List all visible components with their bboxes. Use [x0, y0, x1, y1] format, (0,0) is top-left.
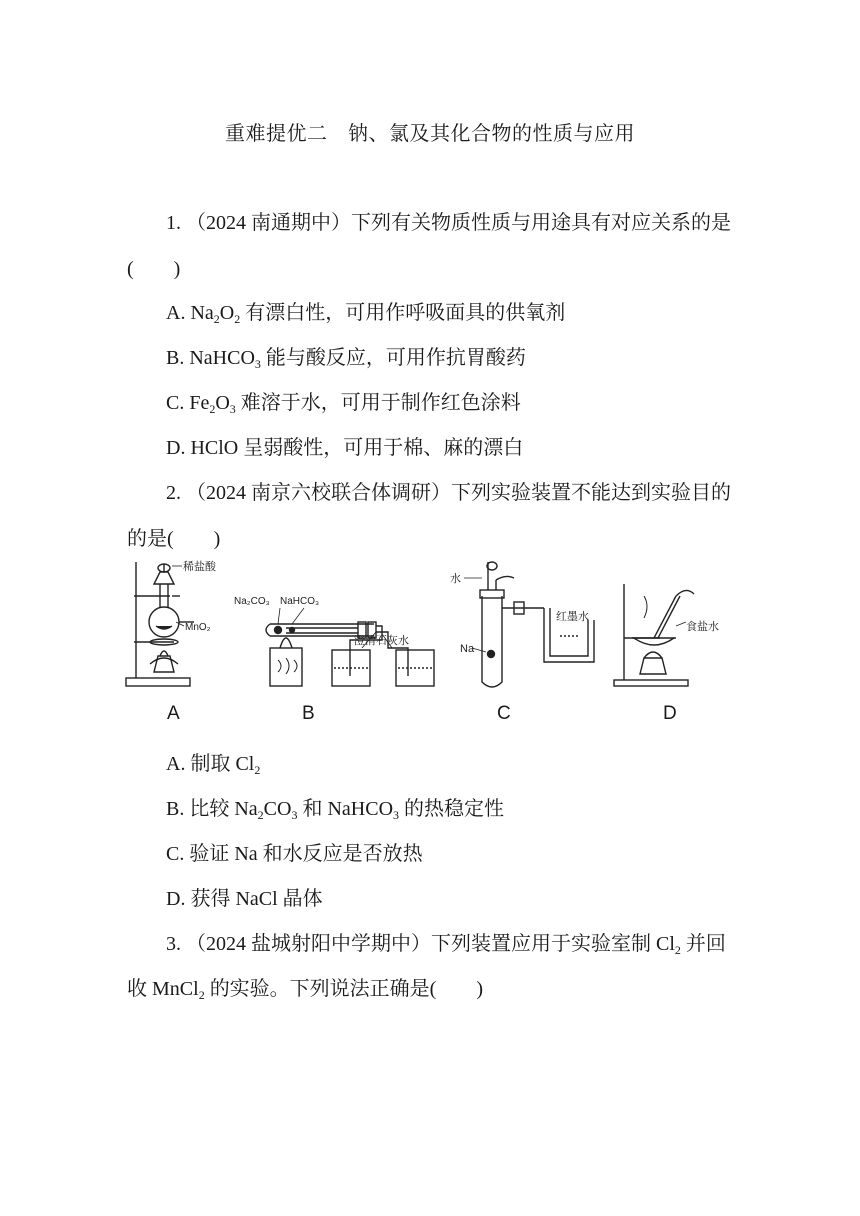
q1-option-c: C. $Fe_2O_3$ 难溶于水，可用于制作红色涂料: [166, 392, 521, 416]
label-mno2: MnO₂: [185, 622, 211, 633]
label-na2co3: Na₂CO₃: [234, 596, 270, 607]
question-number: 2.: [166, 482, 181, 504]
apparatus-b: [266, 608, 434, 686]
label-nahco3: NaHCO₃: [280, 596, 320, 607]
q2-option-b: B. 比较 $Na_2CO_3$ 和 NaHCO$_3$ 的热稳定性: [166, 798, 505, 822]
question-stem: 下列有关物质性质与用途具有对应关系的是: [351, 212, 731, 234]
question-stem: 下列实验装置不能达到实验目的: [451, 482, 731, 504]
q2-option-a: A. 制取 $Cl_2$: [166, 753, 261, 777]
question-3-continued: 收 MnCl$_2$ 的实验。下列说法正确是( ): [127, 978, 484, 1002]
label-red-ink: 红墨水: [556, 611, 589, 623]
apparatus-d: [614, 584, 694, 686]
q2-option-c: C. 验证 Na 和水反应是否放热: [166, 843, 423, 865]
panel-letter-d: D: [663, 703, 677, 724]
label-dilute-hcl: 稀盐酸: [183, 561, 216, 573]
label-na: Na: [460, 643, 475, 655]
question-3: 3. （2024 盐城射阳中学期中）下列装置应用于实验室制 $Cl_2$ 并回: [166, 933, 726, 957]
question-number: 3.: [166, 933, 181, 955]
apparatus-figure: [120, 556, 740, 696]
label-water: 水: [450, 573, 461, 585]
page-title: 重难提优二 钠、氯及其化合物的性质与应用: [225, 123, 635, 145]
question-1: [166, 206, 731, 235]
panel-letter-c: C: [497, 703, 511, 724]
question-2-continued: 的是( ): [127, 528, 221, 550]
label-limewater: 澄清石灰水: [354, 635, 409, 647]
question-number: 1.: [166, 212, 181, 234]
panel-letter-b: B: [302, 703, 315, 724]
question-source: （2024 南京六校联合体调研）: [186, 482, 451, 504]
panel-letter-a: A: [167, 703, 180, 724]
answer-blank: ( ): [127, 258, 181, 280]
q1-option-a: A. $Na_2O_2$ 有漂白性，可用作呼吸面具的供氧剂: [166, 302, 566, 326]
q2-option-d: D. 获得 NaCl 晶体: [166, 888, 323, 910]
question-source: （2024 盐城射阳中学期中）: [186, 933, 431, 955]
question-2: [166, 476, 731, 505]
apparatus-c: [464, 562, 594, 687]
question-source: （2024 南通期中）: [186, 212, 351, 234]
q1-option-d: D. HClO 呈弱酸性，可用于棉、麻的漂白: [166, 437, 524, 459]
label-brine: 食盐水: [686, 621, 719, 633]
apparatus-a: [126, 562, 194, 686]
q1-option-b: B. NaHCO$_3$ 能与酸反应，可用作抗胃酸药: [166, 347, 526, 371]
